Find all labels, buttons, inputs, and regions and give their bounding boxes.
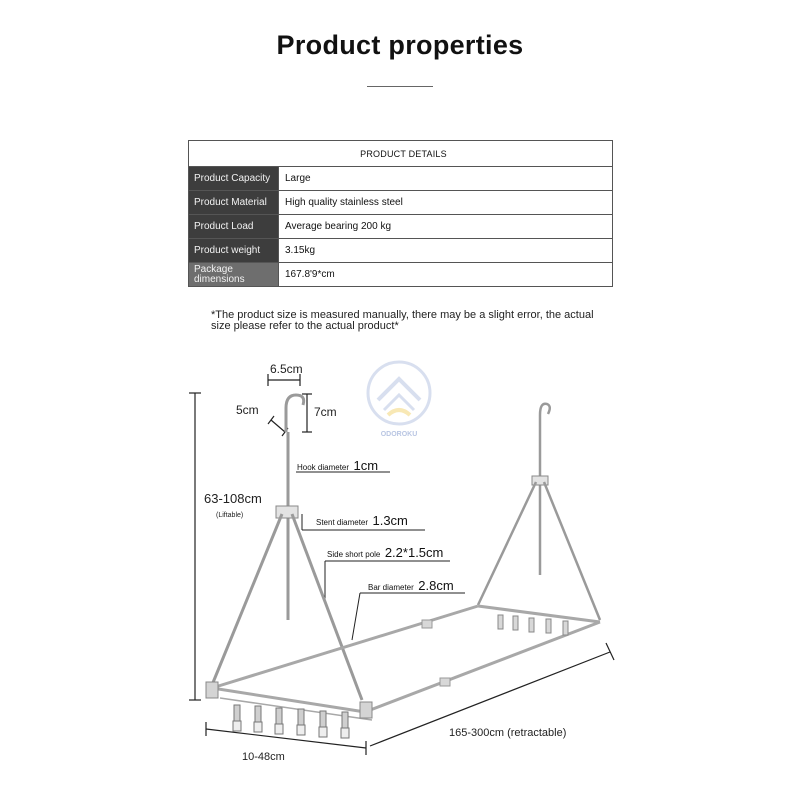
height-note: (Liftable): [216, 512, 244, 519]
row-value: Large: [279, 167, 613, 191]
row-value: Average bearing 200 kg: [279, 215, 613, 239]
row-label: Package dimensions: [189, 263, 279, 287]
right-hanger: [478, 404, 600, 620]
row-label: Product Capacity: [189, 167, 279, 191]
hook-diameter-callout: [297, 457, 378, 475]
side-pole-callout: [327, 544, 443, 562]
back-clothes-pegs: [498, 615, 568, 635]
height-range-label: 63-108cm: [204, 491, 262, 506]
watermark-text: ODOROKU: [380, 431, 418, 438]
height-dimension-line: [189, 393, 201, 700]
side-pole-label: Side short pole: [327, 550, 381, 559]
bar-diameter-value: 2.8cm: [418, 578, 454, 593]
row-value: 3.15kg: [279, 239, 613, 263]
stent-diameter-callout: [316, 512, 408, 530]
measurement-note: *The product size is measured manually, there may be a slight error, the actual size please refer to the actual product*: [211, 309, 594, 332]
front-clothes-pegs: [233, 705, 349, 738]
hook-height-label: 7cm: [314, 405, 337, 419]
hook-diameter-label: Hook diameter: [297, 463, 350, 472]
hook-depth-label: 5cm: [236, 403, 259, 417]
watermark-logo: [368, 362, 430, 424]
hook-diameter-value: 1cm: [353, 458, 379, 473]
table-header: PRODUCT DETAILS: [189, 141, 613, 167]
side-pole-value: 2.2*1.5cm: [384, 545, 444, 560]
row-value: 167.8'9*cm: [279, 263, 613, 287]
hook-width-label: 6.5cm: [270, 362, 303, 376]
stent-diameter-label: Stent diameter: [316, 518, 369, 527]
width-range-label: 10-48cm: [242, 751, 285, 763]
page-title: Product properties: [276, 30, 524, 60]
row-label: Product Material: [189, 191, 279, 215]
row-label: Product Load: [189, 215, 279, 239]
hook-dimension-marks: [268, 374, 312, 436]
stent-diameter-value: 1.3cm: [372, 513, 408, 528]
row-value: High quality stainless steel: [279, 191, 613, 215]
length-range-label: 165-300cm (retractable): [449, 727, 567, 739]
bar-diameter-label: Bar diameter: [368, 583, 414, 592]
bar-diameter-callout: [368, 577, 454, 595]
row-label: Product weight: [189, 239, 279, 263]
rack-frame: [206, 606, 600, 720]
